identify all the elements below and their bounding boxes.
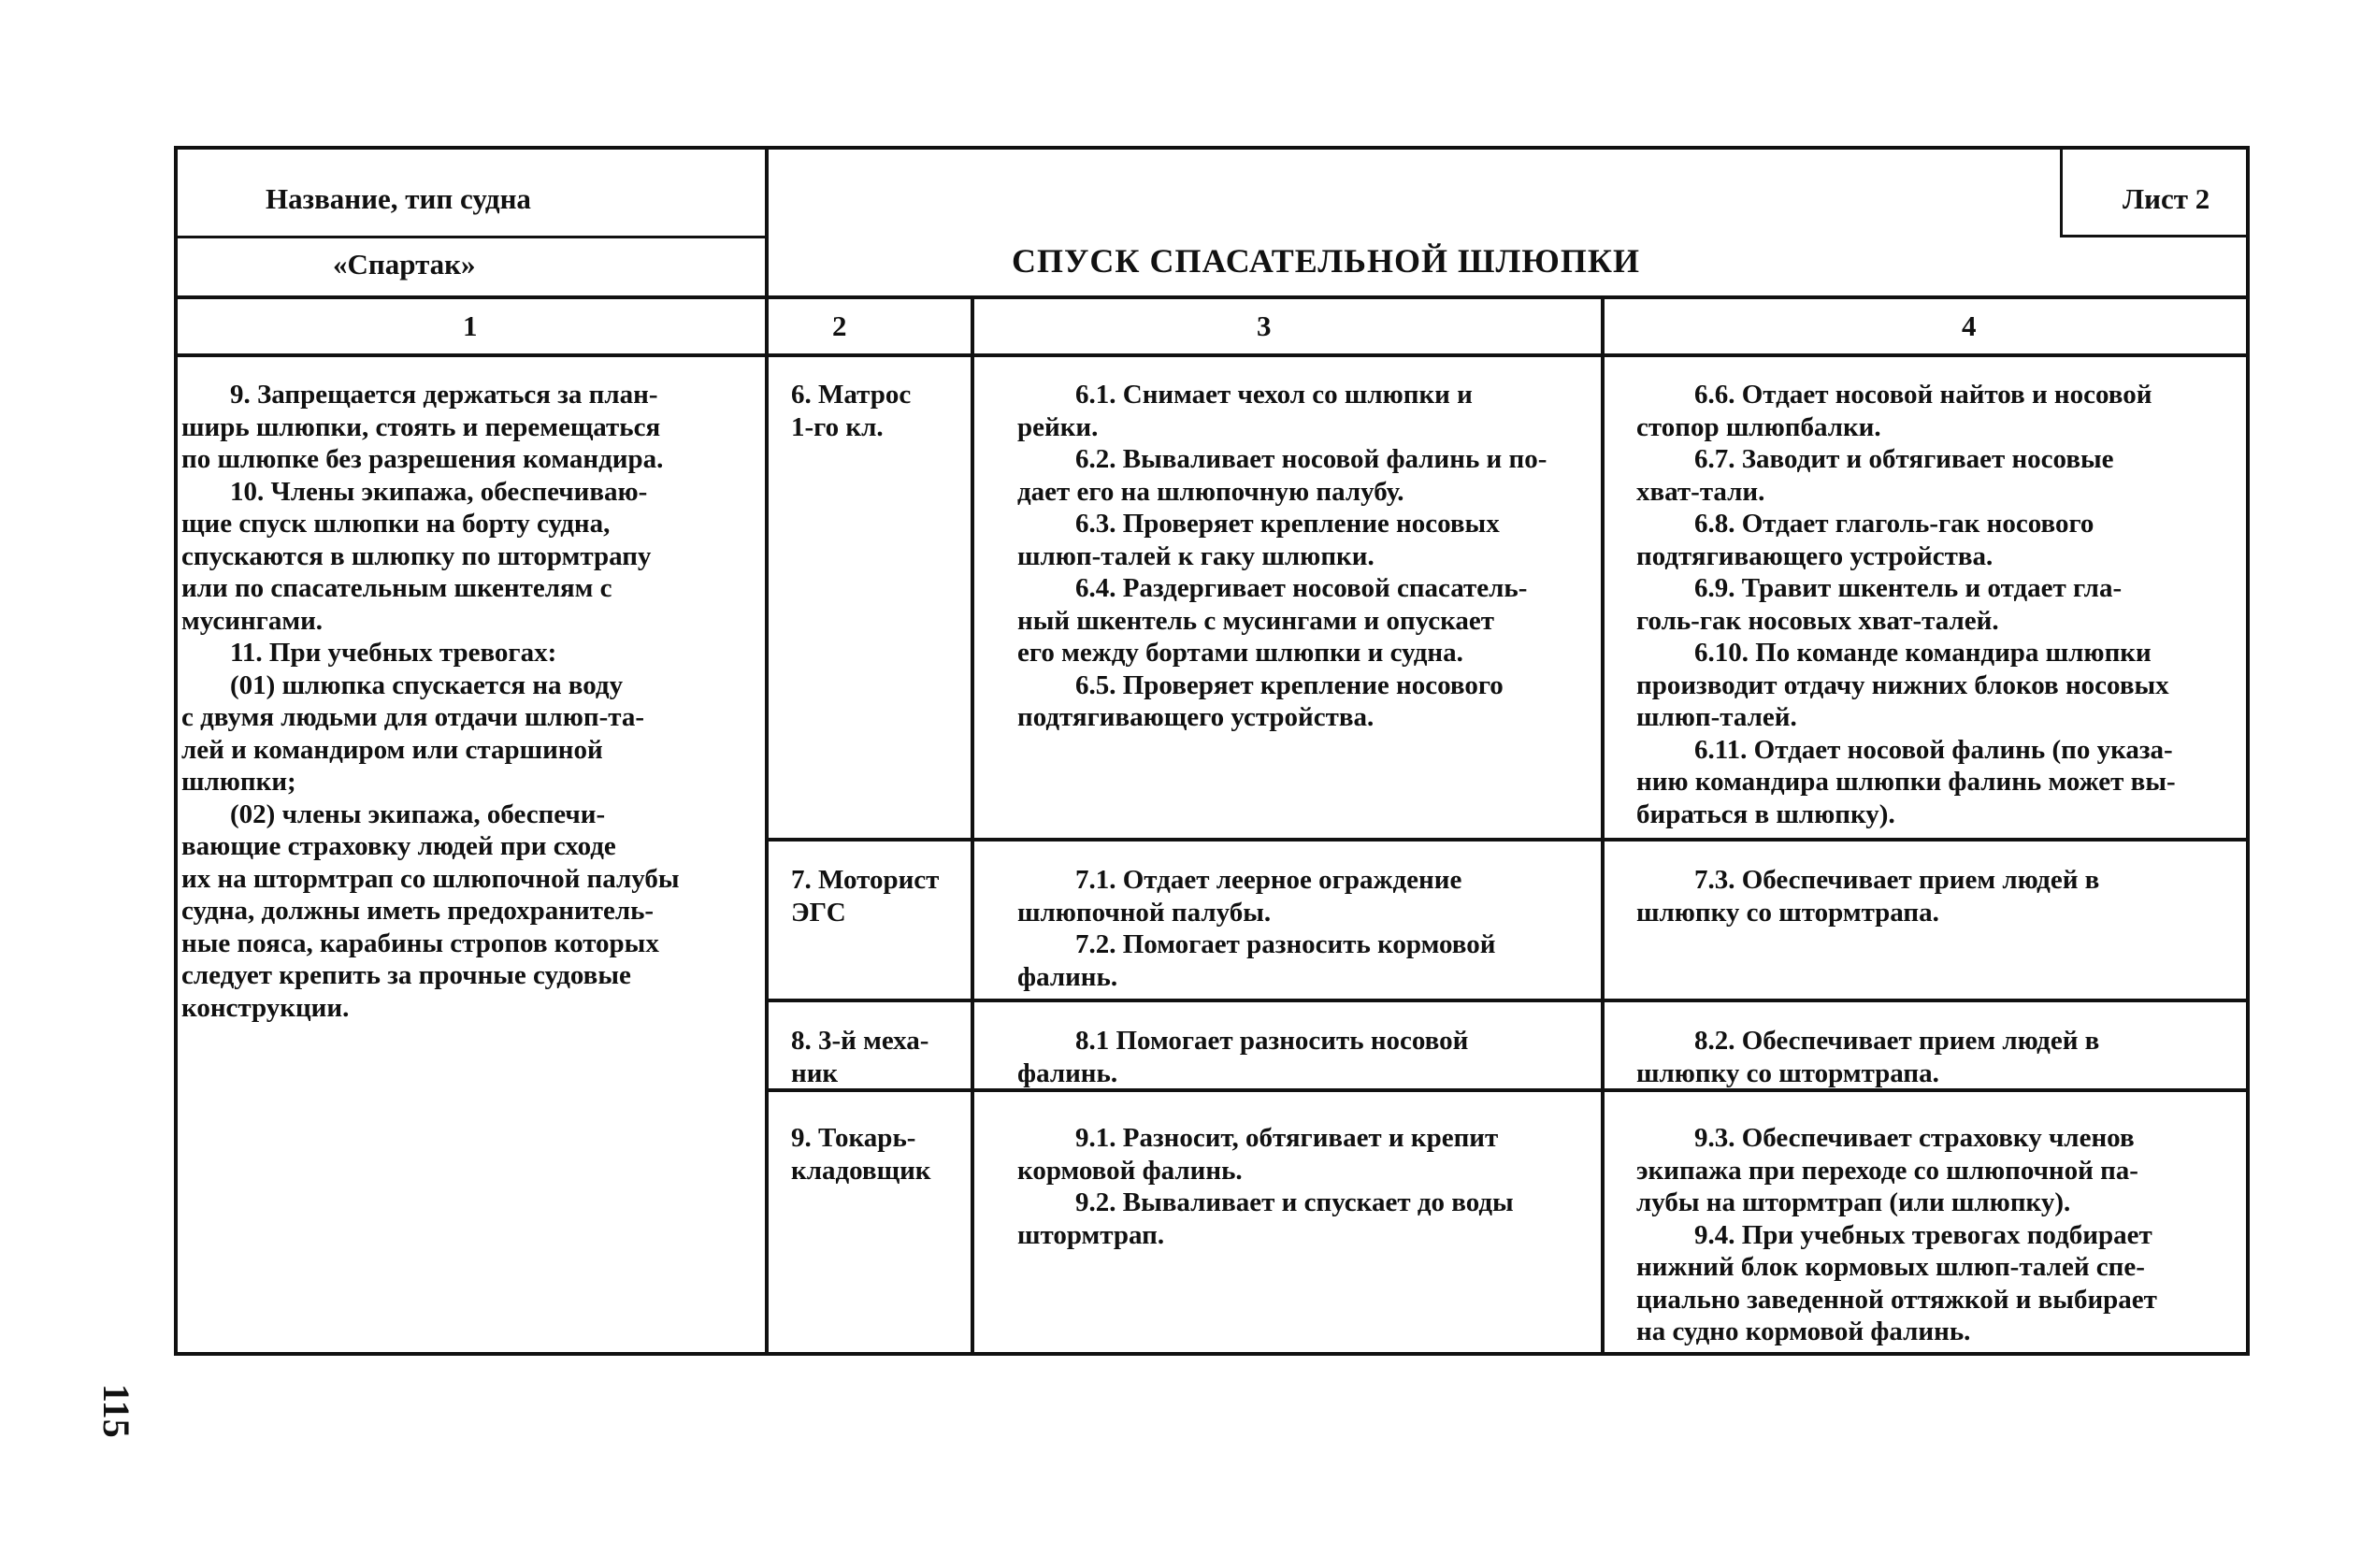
row-8-col3 xyxy=(1017,1025,1468,1089)
row-7-col3 xyxy=(1017,864,1495,993)
text-line: стопор шлюпбалки. xyxy=(1636,411,1881,442)
page-number: 115 xyxy=(95,1384,137,1438)
text-line: хват-тали. xyxy=(1636,476,1765,507)
text-line: шлюпки; xyxy=(181,767,296,797)
column-number-2: 2 xyxy=(832,309,847,342)
text-line: 9.4. При учебных тревогах подбирает xyxy=(1694,1219,2152,1250)
role-line: ник xyxy=(791,1057,839,1088)
text-line: 9.3. Обеспечивает страховку членов xyxy=(1694,1123,2135,1153)
text-line: ширь шлюпки, стоять и перемещаться xyxy=(181,411,661,442)
text-line: 6.5. Проверяет крепление носового xyxy=(1075,669,1504,700)
text-line: лубы на штормтрап (или шлюпку). xyxy=(1636,1187,2071,1217)
col-divider-1 xyxy=(765,295,769,1356)
text-line: (01) шлюпка спускается на воду xyxy=(230,669,624,700)
text-line: их на штормтрап со шлюпочной палубы xyxy=(181,863,680,894)
text-line: 6.3. Проверяет крепление носовых xyxy=(1075,509,1500,539)
text-line: циально заведенной оттяжкой и выбирает xyxy=(1636,1284,2157,1315)
text-line: его между бортами шлюпки и судна. xyxy=(1017,638,1463,668)
text-line: на судно кормовой фалинь. xyxy=(1636,1316,1971,1346)
row-divider-1 xyxy=(765,838,2250,842)
text-line: 6.2. Вываливает носовой фалинь и по- xyxy=(1075,444,1547,474)
text-line: 8.2. Обеспечивает прием людей в xyxy=(1694,1026,2100,1056)
text-line: шлюпочной палубы. xyxy=(1017,897,1272,928)
sheet-number: Лист 2 xyxy=(2123,182,2210,215)
text-line: 6.10. По команде командира шлюпки xyxy=(1694,638,2152,668)
text-line: 11. При учебных тревогах: xyxy=(230,638,557,668)
text-line: штормтрап. xyxy=(1017,1219,1165,1250)
text-line: 6.8. Отдает глаголь-гак носового xyxy=(1694,509,2094,539)
text-line: спускаются в шлюпку по штормтрапу xyxy=(181,540,652,571)
text-line: экипажа при переходе со шлюпочной па- xyxy=(1636,1155,2138,1186)
table-border-bottom xyxy=(174,1352,2250,1356)
row-8-col4 xyxy=(1636,1025,2099,1089)
text-line: фалинь. xyxy=(1017,1057,1118,1088)
text-line: 6.7. Заводит и обтягивает носовые xyxy=(1694,444,2114,474)
row-6-col3 xyxy=(1017,379,1547,734)
ship-name: «Спартак» xyxy=(333,248,476,281)
text-line: подтягивающего устройства. xyxy=(1636,540,1994,571)
ship-type-label: Название, тип судна xyxy=(266,182,531,215)
role-line: 7. Моторист xyxy=(791,865,940,895)
text-line: лей и командиром или старшиной xyxy=(181,734,603,765)
text-line: шлюпку со штормтрапа. xyxy=(1636,897,1939,928)
row-9-col4 xyxy=(1636,1122,2157,1348)
text-line: 6.11. Отдает носовой фалинь (по указа- xyxy=(1694,734,2173,765)
text-line: 6.9. Травит шкентель и отдает гла- xyxy=(1694,573,2123,603)
row-8-role xyxy=(791,1025,928,1089)
text-line: ные пояса, карабины стропов которых xyxy=(181,928,659,958)
text-line: подтягивающего устройства. xyxy=(1017,702,1375,732)
column-number-4: 4 xyxy=(1962,309,1977,342)
text-line: следует крепить за прочные судовые xyxy=(181,960,631,990)
text-line: конструкции. xyxy=(181,992,350,1023)
text-line: 9.2. Вываливает и спускает до воды xyxy=(1075,1187,1514,1217)
column-number-1: 1 xyxy=(463,309,478,342)
header-divider-vertical xyxy=(765,146,769,297)
role-line: ЭГС xyxy=(791,897,846,928)
sheet-box-bottom xyxy=(2060,235,2249,237)
text-line: нижний блок кормовых шлюп-талей спе- xyxy=(1636,1252,2145,1282)
text-line: вающие страховку людей при сходе xyxy=(181,831,616,861)
text-line: 7.3. Обеспечивает прием людей в xyxy=(1694,865,2100,895)
text-line: 6.6. Отдает носовой найтов и носовой xyxy=(1694,380,2152,410)
col-divider-3 xyxy=(1601,295,1605,1356)
text-line: фалинь. xyxy=(1017,961,1118,992)
table-border-top xyxy=(174,146,2250,150)
text-line: дает его на шлюпочную палубу. xyxy=(1017,476,1404,507)
document-title: СПУСК СПАСАТЕЛЬНОЙ ШЛЮПКИ xyxy=(1012,242,1640,280)
text-line: нию командира шлюпки фалинь может вы- xyxy=(1636,767,2176,797)
sheet-box-left xyxy=(2060,146,2063,237)
ship-label-divider xyxy=(174,236,767,238)
text-line: 7.2. Помогает разносить кормовой xyxy=(1075,929,1496,959)
text-line: 8.1 Помогает разносить носовой xyxy=(1075,1026,1469,1056)
text-line: с двумя людьми для отдачи шлюп-та- xyxy=(181,702,644,732)
header-bottom-line xyxy=(174,295,2250,299)
text-line: шлюп-талей к гаку шлюпки. xyxy=(1017,540,1375,571)
table-border-right xyxy=(2246,146,2250,1356)
column-number-3: 3 xyxy=(1257,309,1272,342)
text-line: производит отдачу нижних блоков носовых xyxy=(1636,669,2169,700)
table-border-left xyxy=(174,146,178,1356)
text-line: ный шкентель с мусингами и опускает xyxy=(1017,605,1495,636)
text-line: 7.1. Отдает леерное ограждение xyxy=(1075,865,1462,895)
row-6-col4 xyxy=(1636,379,2176,830)
text-line: рейки. xyxy=(1017,411,1099,442)
text-line: щие спуск шлюпки на борту судна, xyxy=(181,509,611,539)
row-7-role xyxy=(791,864,939,928)
row-9-col3 xyxy=(1017,1122,1514,1251)
text-line: судна, должны иметь предохранитель- xyxy=(181,896,655,926)
text-line: кормовой фалинь. xyxy=(1017,1155,1243,1186)
row-9-role xyxy=(791,1122,931,1187)
row-6-role xyxy=(791,379,911,443)
role-line: кладовщик xyxy=(791,1155,931,1186)
text-line: по шлюпке без разрешения командира. xyxy=(181,444,664,474)
colnum-bottom-line xyxy=(174,353,2250,357)
text-line: 6.4. Раздергивает носовой спасатель- xyxy=(1075,573,1528,603)
text-line: шлюп-талей. xyxy=(1636,702,1797,732)
role-line: 6. Матрос xyxy=(791,380,912,410)
text-line: 9.1. Разносит, обтягивает и крепит xyxy=(1075,1123,1499,1153)
role-line: 8. 3-й меха- xyxy=(791,1026,929,1056)
text-line: шлюпку со штормтрапа. xyxy=(1636,1057,1939,1088)
text-line: 6.1. Снимает чехол со шлюпки и xyxy=(1075,380,1473,410)
row-7-col4 xyxy=(1636,864,2099,928)
col-divider-2 xyxy=(971,295,974,1356)
text-line: бираться в шлюпку). xyxy=(1636,798,1895,829)
row-divider-2 xyxy=(765,999,2250,1002)
text-line: голь-гак носовых хват-талей. xyxy=(1636,605,1999,636)
role-line: 1-го кл. xyxy=(791,411,884,442)
text-line: (02) члены экипажа, обеспечи- xyxy=(230,798,606,829)
text-line: 9. Запрещается держаться за план- xyxy=(230,380,658,410)
column-1-text xyxy=(181,379,680,1024)
role-line: 9. Токарь- xyxy=(791,1123,916,1153)
text-line: или по спасательным шкентелям с xyxy=(181,573,612,603)
text-line: мусингами. xyxy=(181,605,324,636)
text-line: 10. Члены экипажа, обеспечиваю- xyxy=(230,476,648,507)
